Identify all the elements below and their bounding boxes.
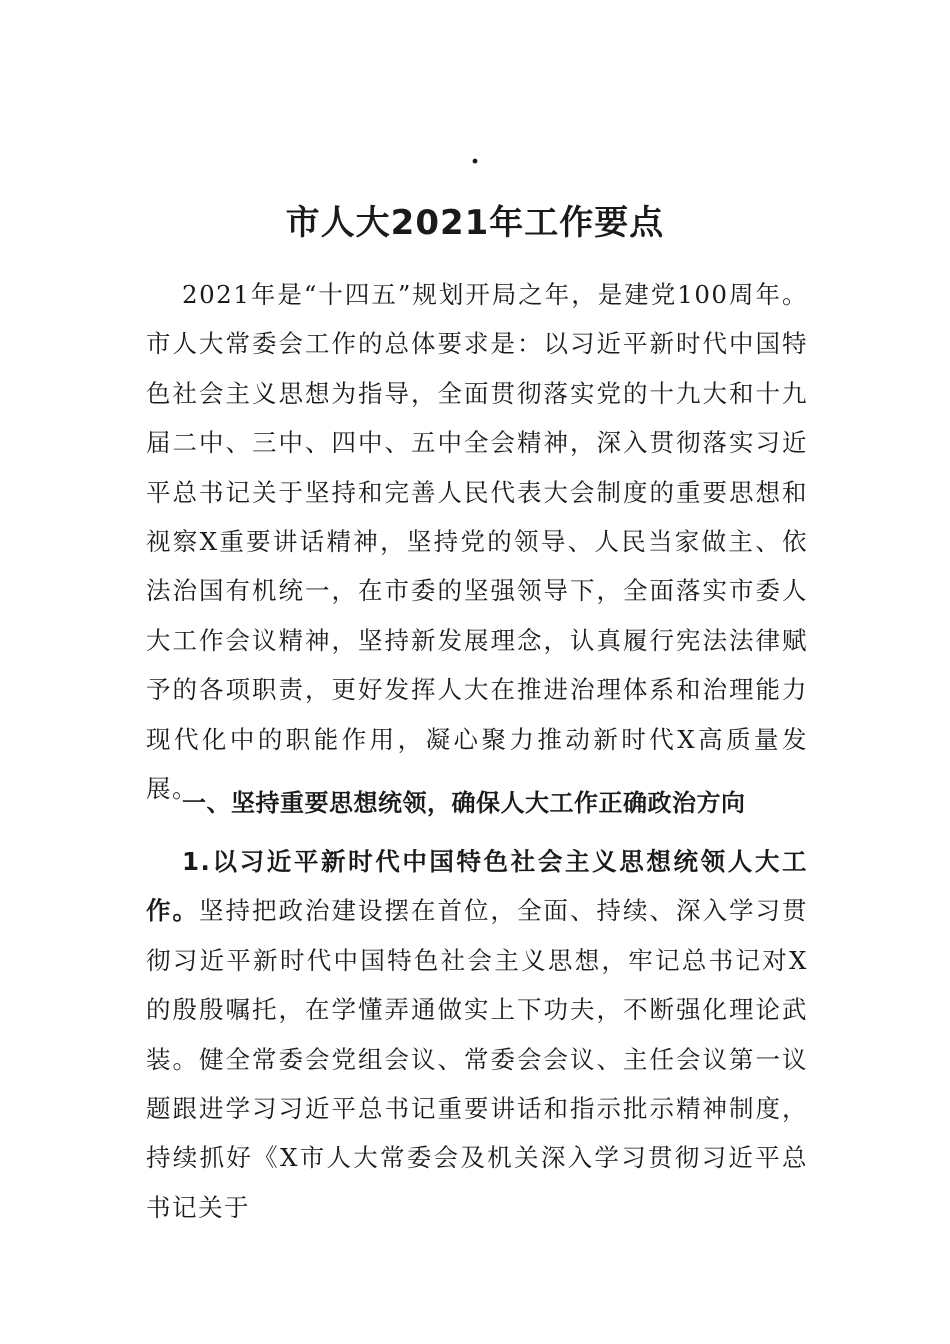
header-dot: . bbox=[470, 140, 480, 170]
page-title: 市人大2021年工作要点 bbox=[285, 203, 665, 243]
section-heading-1: 一、坚持重要思想统领，确保人大工作正确政治方向 bbox=[182, 789, 746, 817]
item-1-paragraph bbox=[146, 837, 808, 1232]
item-1-heading: 1.以习近平新时代中国特色社会主义思想统领人大工作。 bbox=[146, 847, 808, 926]
intro-paragraph: 2021年是“十四五”规划开局之年，是建党100周年。市人大常委会工作的总体要求是：以习近平新时代中国特色社会主义思想为指导，全面贯彻落实党的十九大和十九届二中、三中、四中、五中全会精神，深入贯彻落实习近平总书记关于坚持和完善人民代表大会制度的重要思想和视察X重要讲话精神，坚持党的领导、人民当家做主、依法治国有机统一，在市委的坚强领导下，全面落实市委人大工作会议精神，坚持新发展理念，认真履行宪法法律赋予的各项职责，更好发挥人大在推进治理体系和治理能力现代化中的职能作用，凝心聚力推动新时代X高质量发展。 bbox=[146, 280, 808, 804]
item-1-body: 坚持把政治建设摆在首位，全面、持续、深入学习贯彻习近平新时代中国特色社会主义思想，牢记总书记对X的殷殷嘱托，在学懂弄通做实上下功夫，不断强化理论武装。健全常委会党组会议、常委会会议、主任会议第一议题跟进学习习近平总书记重要讲话和指示批示精神制度，持续抓好《X市人大常委会及机关深入学习贯彻习近平总书记关于 bbox=[146, 896, 808, 1222]
